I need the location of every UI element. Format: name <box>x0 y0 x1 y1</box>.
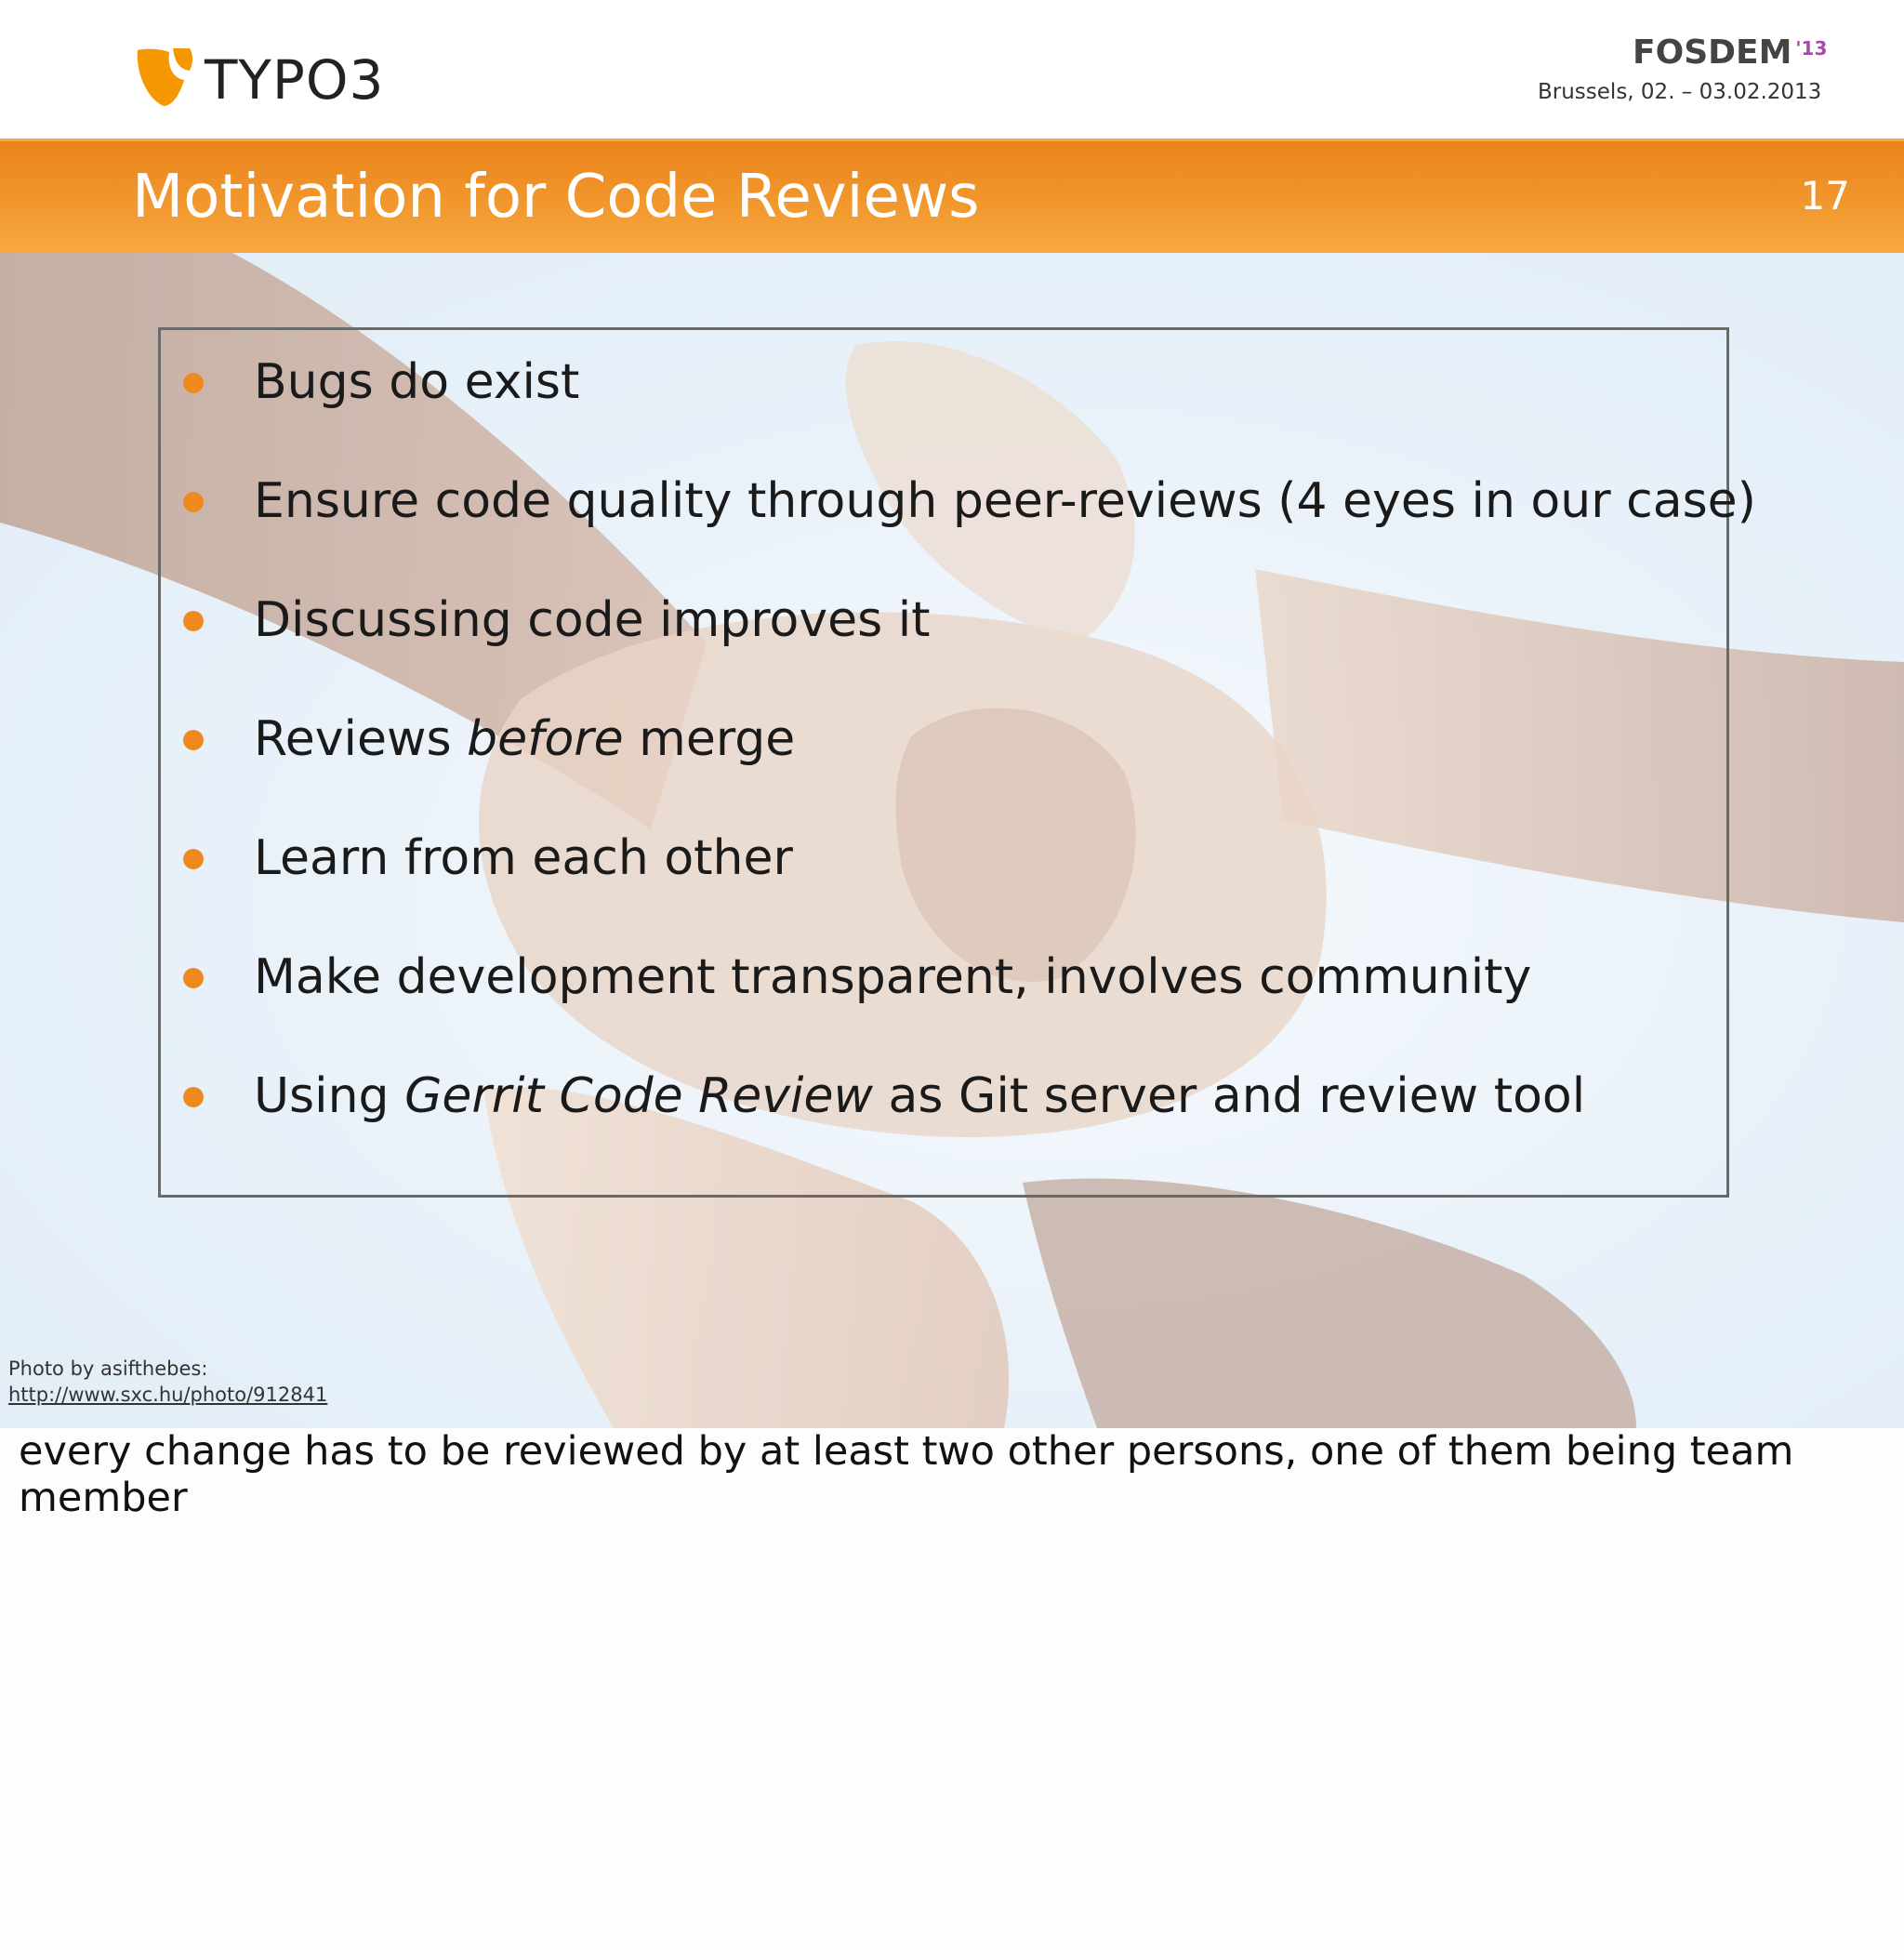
typo3-logo <box>132 45 383 113</box>
slide-header <box>0 0 1904 138</box>
bullet-text: merge <box>623 711 796 767</box>
bullet-text: Reviews <box>254 711 468 767</box>
title-bar <box>0 139 1904 255</box>
slide-number: 17 <box>1800 173 1850 219</box>
bullet-text: Using <box>254 1068 405 1124</box>
bullet-emphasis: Gerrit Code Review <box>404 1068 874 1124</box>
bullet-dot-icon <box>183 1087 204 1107</box>
bullet-dot-icon <box>183 849 204 869</box>
bullet-dot-icon <box>183 968 204 988</box>
bullet-item <box>181 823 1756 942</box>
fosdem-logo-text: FOSDEM <box>1633 33 1792 72</box>
bullet-text: Discussing code improves it <box>254 592 931 648</box>
event-date: Brussels, 02. – 03.02.2013 <box>1538 80 1822 104</box>
bullet-item <box>181 466 1756 585</box>
bullet-dot-icon <box>183 373 204 393</box>
bullet-dot-icon <box>183 492 204 512</box>
bullet-dot-icon <box>183 730 204 750</box>
photo-credit-text: Photo by asifthebes: <box>8 1357 208 1380</box>
bullet-item <box>181 1061 1756 1180</box>
bullet-text: Ensure code quality through peer-reviews (4 eyes in our case) <box>254 473 1756 529</box>
bullet-text: as Git server and review tool <box>873 1068 1586 1124</box>
bullet-text: Learn from each other <box>254 830 793 886</box>
bullet-text: Bugs do exist <box>254 354 580 410</box>
bullet-list <box>181 347 1756 1180</box>
bullet-item <box>181 942 1756 1061</box>
typo3-logo-text: TYPO3 <box>205 48 385 112</box>
bullet-text: Make development transparent, involves community <box>254 949 1532 1005</box>
slide-title: Motivation for Code Reviews <box>132 163 980 232</box>
photo-credit-link[interactable]: http://www.sxc.hu/photo/912841 <box>8 1384 328 1406</box>
bullet-item <box>181 704 1756 823</box>
content-box <box>158 327 1756 1198</box>
typo3-logo-icon <box>132 45 197 110</box>
bullet-item <box>181 347 1756 466</box>
fosdem-logo-year: '13 <box>1795 37 1828 60</box>
bullet-emphasis: before <box>467 711 624 767</box>
photo-credit <box>8 1356 327 1408</box>
bullet-dot-icon <box>183 611 204 631</box>
fosdem-logo <box>1633 33 1827 72</box>
speaker-notes: every change has to be reviewed by at least two other persons, one of them being team member <box>19 1428 1794 1521</box>
background-photo <box>0 253 1904 1428</box>
bullet-item <box>181 585 1756 704</box>
